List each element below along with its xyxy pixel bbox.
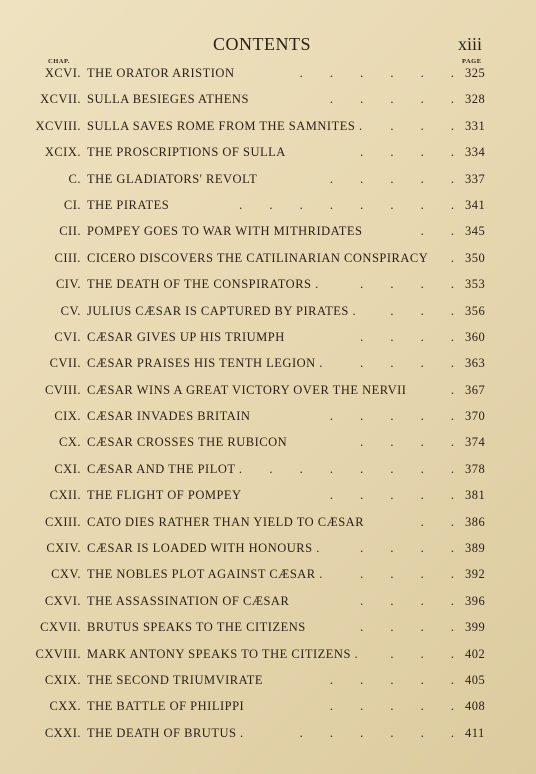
contents-entry — [0, 115, 536, 141]
leader-dots: . . . — [390, 118, 466, 133]
contents-entry — [0, 352, 536, 378]
leader-dots: . . . — [390, 303, 466, 318]
chapter-page: 408 — [465, 699, 486, 714]
leader-dots: . . . . . — [329, 92, 466, 107]
chapter-number: CX. — [59, 435, 81, 450]
leader-dots: . . . . . . — [299, 66, 466, 80]
contents-entry — [0, 405, 536, 431]
chapter-number: CXVIII. — [35, 646, 81, 661]
leader-dots: . . . . — [360, 620, 466, 635]
chapter-number: CXIV. — [46, 541, 81, 556]
contents-entry — [0, 669, 536, 695]
contents-entry — [0, 168, 536, 194]
page-column-label: PAGE — [462, 58, 482, 65]
chapter-title: MARK ANTONY SPEAKS TO THE CITIZENS . — [87, 646, 359, 661]
chapter-title: JULIUS CÆSAR IS CAPTURED BY PIRATES . — [87, 303, 357, 318]
contents-entry — [0, 484, 536, 510]
contents-entry — [0, 458, 536, 484]
chapter-page: 331 — [465, 118, 486, 133]
leader-dots: . . . . . — [329, 409, 466, 424]
contents-entry — [0, 62, 536, 88]
chapter-title: THE SECOND TRIUMVIRATE — [87, 672, 264, 687]
contents-entry — [0, 722, 536, 748]
chapter-column-label: CHAP. — [48, 58, 70, 65]
chapter-page: 334 — [465, 145, 486, 160]
chapter-title: CÆSAR PRAISES HIS TENTH LEGION . — [87, 356, 323, 371]
chapter-number: CXII. — [49, 488, 81, 503]
chapter-title: CÆSAR CROSSES THE RUBICON — [87, 435, 288, 450]
leader-dots: . . . . . . . — [269, 461, 466, 476]
chapter-number: CIX. — [54, 409, 81, 424]
chapter-title: CÆSAR GIVES UP HIS TRIUMPH — [87, 329, 285, 344]
chapter-page: 399 — [465, 620, 486, 635]
chapter-number: XCIX. — [44, 145, 81, 160]
chapter-page: 367 — [465, 382, 486, 397]
chapter-number: CVI. — [54, 329, 81, 344]
chapter-page: 374 — [465, 435, 486, 450]
chapter-title: THE ASSASSINATION OF CÆSAR — [87, 593, 290, 608]
leader-dots: . . . . . — [329, 171, 466, 186]
chapter-title: THE BATTLE OF PHILIPPI — [87, 699, 245, 714]
chapter-title: CÆSAR WINS A GREAT VICTORY OVER THE NERVII — [87, 382, 407, 397]
chapter-title: CÆSAR INVADES BRITAIN — [87, 409, 251, 424]
chapter-page: 378 — [465, 461, 486, 476]
leader-dots: . . . . . . — [299, 725, 466, 740]
chapter-page: 360 — [465, 329, 486, 344]
chapter-title: CATO DIES RATHER THAN YIELD TO CÆSAR — [87, 514, 365, 529]
chapter-number: XCVIII. — [35, 118, 81, 133]
chapter-number: XCVI. — [44, 66, 81, 80]
leader-dots: . . . . . . . . — [239, 197, 466, 212]
leader-dots: . . . . . — [329, 699, 466, 714]
chapter-number: CII. — [59, 224, 81, 239]
contents-entry — [0, 590, 536, 616]
chapter-number: CXI. — [54, 461, 81, 476]
chapter-title: THE DEATH OF BRUTUS . — [87, 725, 244, 740]
chapter-number: CI. — [63, 197, 81, 212]
contents-entry — [0, 616, 536, 642]
chapter-title: POMPEY GOES TO WAR WITH MITHRIDATES — [87, 224, 363, 239]
chapter-title: THE FLIGHT OF POMPEY — [87, 488, 242, 503]
chapter-title: CÆSAR AND THE PILOT . — [87, 461, 243, 476]
chapter-title: THE ORATOR ARISTION — [87, 66, 235, 80]
chapter-number: XCVII. — [40, 92, 81, 107]
chapter-number: CVII. — [49, 356, 81, 371]
chapter-page: 328 — [465, 92, 486, 107]
chapter-title: BRUTUS SPEAKS TO THE CITIZENS — [87, 620, 306, 635]
chapter-page: 353 — [465, 277, 486, 292]
leader-dots: . . . . — [360, 541, 466, 556]
chapter-number: CXVI. — [44, 593, 81, 608]
chapter-number: CXIX. — [44, 672, 81, 687]
chapter-number: CXXI. — [44, 725, 81, 740]
leader-dots: . . . . — [360, 356, 466, 371]
contents-entry — [0, 695, 536, 721]
chapter-title: THE NOBLES PLOT AGAINST CÆSAR . — [87, 567, 323, 582]
chapter-number: CXV. — [51, 567, 81, 582]
contents-entry — [0, 643, 536, 669]
chapter-page: 341 — [465, 197, 486, 212]
chapter-page: 356 — [465, 303, 486, 318]
chapter-page: 402 — [465, 646, 486, 661]
chapter-page: 405 — [465, 672, 486, 687]
chapter-number: CXVII. — [40, 620, 81, 635]
chapter-page: 370 — [465, 409, 486, 424]
chapter-number: CIV. — [55, 277, 81, 292]
chapter-title: CICERO DISCOVERS THE CATILINARIAN CONSPIRACY — [87, 250, 429, 265]
leader-dots: . . . . . — [329, 488, 466, 503]
contents-entry — [0, 431, 536, 457]
chapter-page: 350 — [465, 250, 486, 265]
leader-dots: . . . . — [360, 145, 466, 160]
contents-entry — [0, 247, 536, 273]
contents-entry — [0, 220, 536, 246]
chapter-page: 381 — [465, 488, 486, 503]
contents-list — [0, 62, 536, 748]
contents-entry — [0, 563, 536, 589]
chapter-title: CÆSAR IS LOADED WITH HONOURS . — [87, 541, 320, 556]
chapter-title: SULLA BESIEGES ATHENS — [87, 92, 249, 107]
chapter-page: 325 — [465, 66, 486, 80]
chapter-number: CXIII. — [45, 514, 81, 529]
page-header — [0, 34, 536, 58]
chapter-page: 396 — [465, 593, 486, 608]
leader-dots: . . . . . — [329, 672, 466, 687]
contents-entry — [0, 88, 536, 114]
chapter-number: CXX. — [49, 699, 81, 714]
chapter-page: 363 — [465, 356, 486, 371]
contents-entry — [0, 194, 536, 220]
page-title: CONTENTS — [213, 34, 311, 54]
contents-entry — [0, 379, 536, 405]
chapter-page: 392 — [465, 567, 486, 582]
page-number: xiii — [458, 34, 483, 54]
chapter-page: 345 — [465, 224, 486, 239]
leader-dots: . . . . — [360, 277, 466, 292]
leader-dots: . . . . — [360, 435, 466, 450]
leader-dots: . . . — [390, 646, 466, 661]
leader-dots: . . . . — [360, 329, 466, 344]
leader-dots: . . — [420, 514, 466, 529]
contents-entry — [0, 300, 536, 326]
leader-dots: . . — [420, 224, 466, 239]
contents-entry — [0, 511, 536, 537]
chapter-page: 389 — [465, 541, 486, 556]
contents-entry — [0, 273, 536, 299]
chapter-page: 337 — [465, 171, 486, 186]
chapter-number: CIII. — [54, 250, 81, 265]
chapter-title: THE PIRATES — [87, 197, 170, 212]
chapter-page: 411 — [465, 725, 485, 740]
contents-entry — [0, 537, 536, 563]
leader-dots: . — [450, 250, 466, 265]
leader-dots: . . . . — [360, 567, 466, 582]
chapter-title: THE GLADIATORS' REVOLT — [87, 171, 258, 186]
chapter-page: 386 — [465, 514, 486, 529]
contents-entry — [0, 141, 536, 167]
chapter-title: SULLA SAVES ROME FROM THE SAMNITES . — [87, 118, 363, 133]
chapter-number: CVIII. — [45, 382, 81, 397]
leader-dots: . . . . — [360, 593, 466, 608]
contents-entry — [0, 326, 536, 352]
chapter-number: C. — [68, 171, 81, 186]
chapter-title: THE PROSCRIPTIONS OF SULLA — [87, 145, 286, 160]
leader-dots: . — [450, 382, 466, 397]
chapter-number: CV. — [60, 303, 81, 318]
chapter-title: THE DEATH OF THE CONSPIRATORS . — [87, 277, 319, 292]
